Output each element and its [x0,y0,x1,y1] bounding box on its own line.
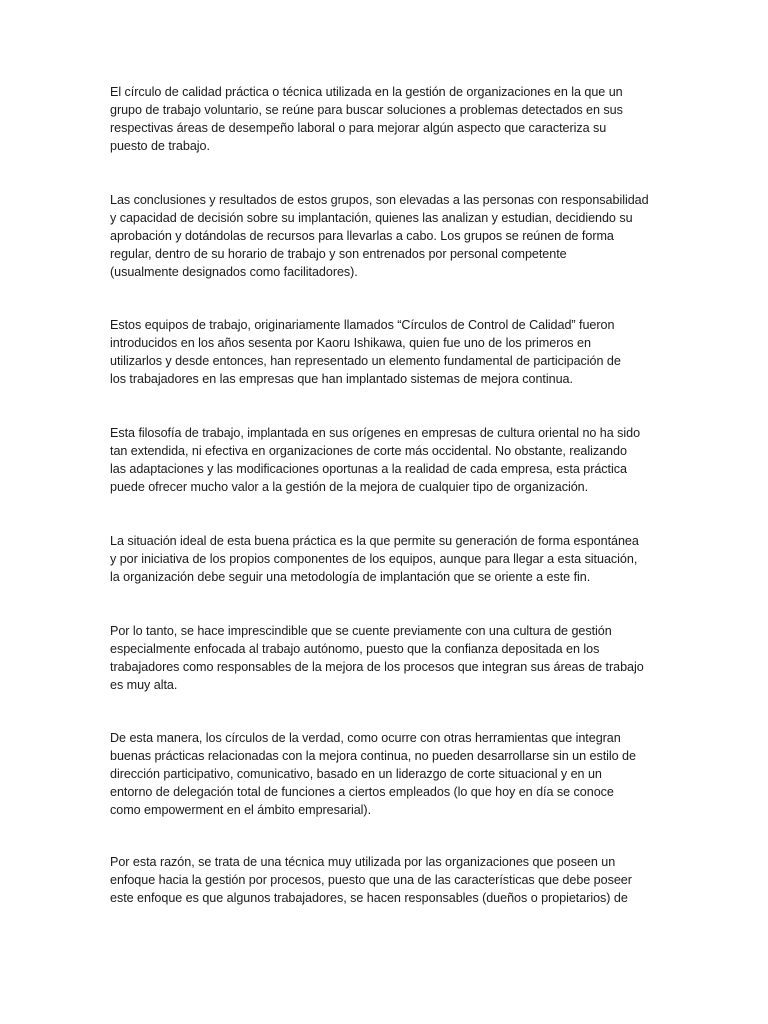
text-line: buenas prácticas relacionadas con la mejora continua, no pueden desarrollarse sin un estilo de [110,748,636,763]
text-line: dirección participativo, comunicativo, basado en un liderazgo de corte situacional y en un [110,766,602,781]
text-line: Por esta razón, se trata de una técnica muy utilizada por las organizaciones que poseen un [110,855,616,869]
paragraph-conclusions [110,192,662,282]
text-line: especialmente enfocada al trabajo autónomo, puesto que la confianza depositada en los [110,641,600,656]
text-line: grupo de trabajo voluntario, se reúne para buscar soluciones a problemas detectados en sus [110,102,623,117]
text-line: este enfoque es que algunos trabajadores, se hacen responsables (dueños o propietarios) de [110,890,628,905]
text-line: enfoque hacia la gestión por procesos, puesto que una de las características que debe poseer [110,872,632,887]
text-line: es muy alta. [110,677,178,692]
text-line: Estos equipos de trabajo, originariamente llamados “Círculos de Control de Calidad” fueron [110,318,615,332]
text-line: El círculo de calidad práctica o técnica utilizada en la gestión de organizaciones en la que un [110,85,623,99]
text-line: las adaptaciones y las modificaciones oportunas a la realidad de cada empresa, esta práctica [110,461,627,476]
text-line: regular, dentro de su horario de trabajo y son entrenados por personal competente [110,246,567,261]
text-line: trabajadores como responsables de la mejora de los procesos que integran sus áreas de trabajo [110,659,644,674]
text-line: como empowerment en el ámbito empresarial). [110,802,372,817]
text-line: tan extendida, ni efectiva en organizaciones de corte más occidental. No obstante, realizando [110,443,627,458]
text-line: Por lo tanto, se hace imprescindible que se cuente previamente con una cultura de gestión [110,624,612,638]
text-line: De esta manera, los círculos de la verdad, como ocurre con otras herramientas que integran [110,731,621,745]
paragraph-quality-circle-definition [110,84,662,156]
paragraph-leadership-style [110,730,662,820]
text-line: introducidos en los años sesenta por Kaoru Ishikawa, quien fue uno de los primeros en [110,335,591,350]
paragraph-management-culture [110,623,662,695]
text-line: respectivas áreas de desempeño laboral o para mejorar algún aspecto que caracteriza su [110,120,607,135]
text-line: Esta filosofía de trabajo, implantada en sus orígenes en empresas de cultura oriental no ha sido [110,426,641,440]
paragraph-philosophy [110,425,662,497]
text-line: aprobación y dotándolas de recursos para llevarlas a cabo. Los grupos se reúnen de forma [110,228,614,243]
text-line: puesto de trabajo. [110,138,210,153]
text-line: puede ofrecer mucho valor a la gestión de la mejora de cualquier tipo de organización. [110,479,589,494]
paragraph-origins [110,317,662,389]
text-line: entorno de delegación total de funciones a ciertos empleados (lo que hoy en día se conoce [110,784,614,799]
text-line: y capacidad de decisión sobre su implantación, quienes las analizan y estudian, decidiendo su [110,210,633,225]
paragraph-ideal-situation [110,533,662,587]
text-line: utilizarlos y desde entonces, han representado un elemento fundamental de participación de [110,353,621,368]
text-line: (usualmente designados como facilitadores). [110,264,358,279]
text-line: Las conclusiones y resultados de estos grupos, son elevadas a las personas con responsabilidad [110,193,649,207]
text-line: y por iniciativa de los propios componentes de los equipos, aunque para llegar a esta situación, [110,551,638,566]
text-line: la organización debe seguir una metodología de implantación que se oriente a este fin. [110,569,591,584]
text-line: los trabajadores en las empresas que han implantado sistemas de mejora continua. [110,371,573,386]
text-line: La situación ideal de esta buena práctica es la que permite su generación de forma espontánea [110,534,639,548]
paragraph-process-management [110,854,662,908]
